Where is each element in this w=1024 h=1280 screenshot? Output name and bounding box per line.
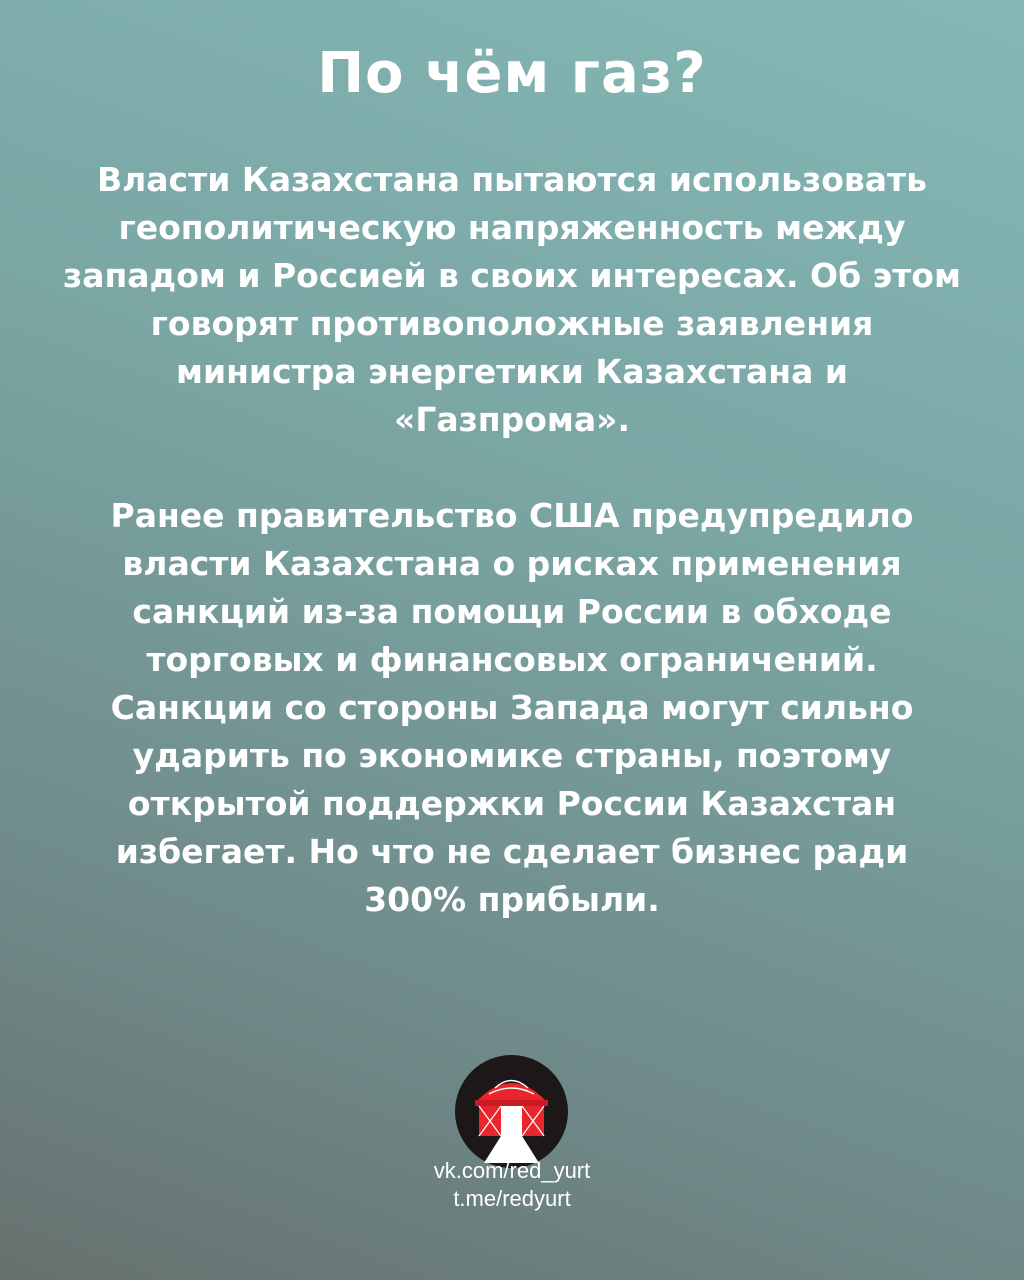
paragraph-1: Власти Казахстана пытаются использовать геополитическую напряженность между западом и Россией в своих интересах. Об этом говорят противоположные заявления министра энергетики Казахстана и «Газпрома».: [63, 160, 961, 439]
yurt-logo-icon: [455, 1055, 568, 1168]
paragraph-2: Ранее правительство США предупредило власти Казахстана о рисках применения санкций из-за помощи России в обходе торговых и финансовых ограничений. Санкции со стороны Запада могут сильно ударить по экономике страны, поэтому открытой поддержки России Казахстан избегает. Но что не сделает бизнес ради 300% прибыли.: [110, 496, 914, 919]
telegram-link[interactable]: t.me/redyurt: [453, 1186, 571, 1211]
post-body: [60, 156, 964, 924]
footer-links: [0, 1157, 1024, 1213]
vk-link[interactable]: vk.com/red_yurt: [433, 1158, 591, 1183]
post-title: По чём газ?: [317, 41, 707, 106]
